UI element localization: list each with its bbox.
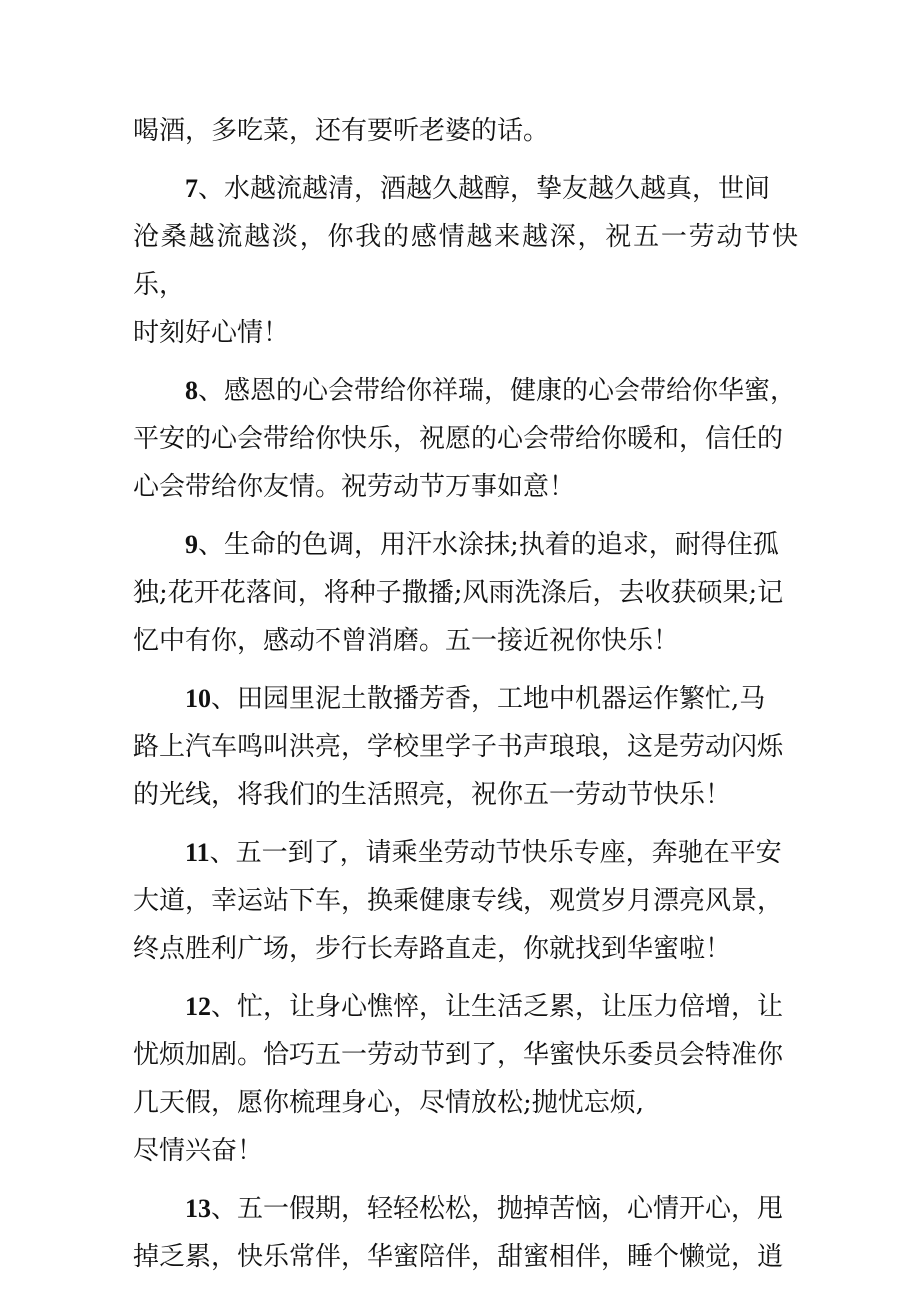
text-line: 掉乏累，快乐常伴，华蜜陪伴，甜蜜相伴，睡个懒觉，逍: [133, 1242, 784, 1272]
text-line: 9、生命的色调，用汗水涂抹;执着的追求，耐得住孤: [185, 530, 779, 560]
text-line: 独;花开花落间，将种子撒播;风雨洗涤后，去收获硕果;记: [133, 578, 784, 608]
text-line: 尽情兴奋！: [133, 1136, 264, 1166]
item-number: 13: [185, 1194, 211, 1223]
paragraph-12: [133, 983, 798, 1175]
text-line: 11、五一到了，请乘坐劳动节快乐专座，奔驰在平安: [185, 838, 782, 868]
text-line: 喝酒，多吃菜，还有要听老婆的话。: [133, 116, 550, 146]
text-line: 终点胜利广场，步行长寿路直走，你就找到华蜜啦！: [133, 934, 732, 964]
item-number: 12: [185, 992, 211, 1021]
item-number: 9: [185, 530, 198, 559]
text-line: 沧桑越流越淡，你我的感情越来越深，祝五一劳动节快乐，: [133, 222, 798, 300]
text-line: 时刻好心情！: [133, 318, 290, 348]
paragraph-10: [133, 675, 798, 819]
text-line: 7、水越流越清，酒越久越醇，挚友越久越真，世间: [185, 174, 771, 204]
item-number: 11: [185, 838, 210, 867]
item-number: 7: [185, 174, 198, 203]
text-line: 的光线，将我们的生活照亮，祝你五一劳动节快乐！: [133, 780, 732, 810]
text-line: 平安的心会带给你快乐，祝愿的心会带给你暖和，信任的: [133, 424, 784, 454]
text-line: 8、感恩的心会带给你祥瑞，健康的心会带给你华蜜，: [185, 376, 797, 406]
paragraph-11: [133, 829, 798, 973]
item-number: 10: [185, 684, 211, 713]
document-body: [133, 107, 798, 1291]
text-line: 心会带给你友情。祝劳动节万事如意！: [133, 472, 576, 502]
text-line: 10、田园里泥土散播芳香，工地中机器运作繁忙,马: [185, 684, 766, 714]
paragraph-8: [133, 367, 798, 511]
text-line: 13、五一假期，轻轻松松，抛掉苦恼，心情开心，甩: [185, 1194, 784, 1224]
item-number: 8: [185, 376, 198, 405]
paragraph-9: [133, 521, 798, 665]
paragraph-7: [133, 165, 798, 357]
paragraph-13: [133, 1185, 798, 1281]
text-line: 忆中有你，感动不曾消磨。五一接近祝你快乐！: [133, 626, 680, 656]
text-line: 12、忙，让身心憔悴，让生活乏累，让压力倍增，让: [185, 992, 784, 1022]
paragraph-continuation: [133, 107, 798, 155]
text-line: 忧烦加剧。恰巧五一劳动节到了，华蜜快乐委员会特准你: [133, 1040, 784, 1070]
text-line: 大道，幸运站下车，换乘健康专线，观赏岁月漂亮风景，: [133, 886, 784, 916]
text-line: 几天假，愿你梳理身心，尽情放松;抛忧忘烦,: [133, 1088, 645, 1118]
text-line: 路上汽车鸣叫洪亮，学校里学子书声琅琅，这是劳动闪烁: [133, 732, 784, 762]
